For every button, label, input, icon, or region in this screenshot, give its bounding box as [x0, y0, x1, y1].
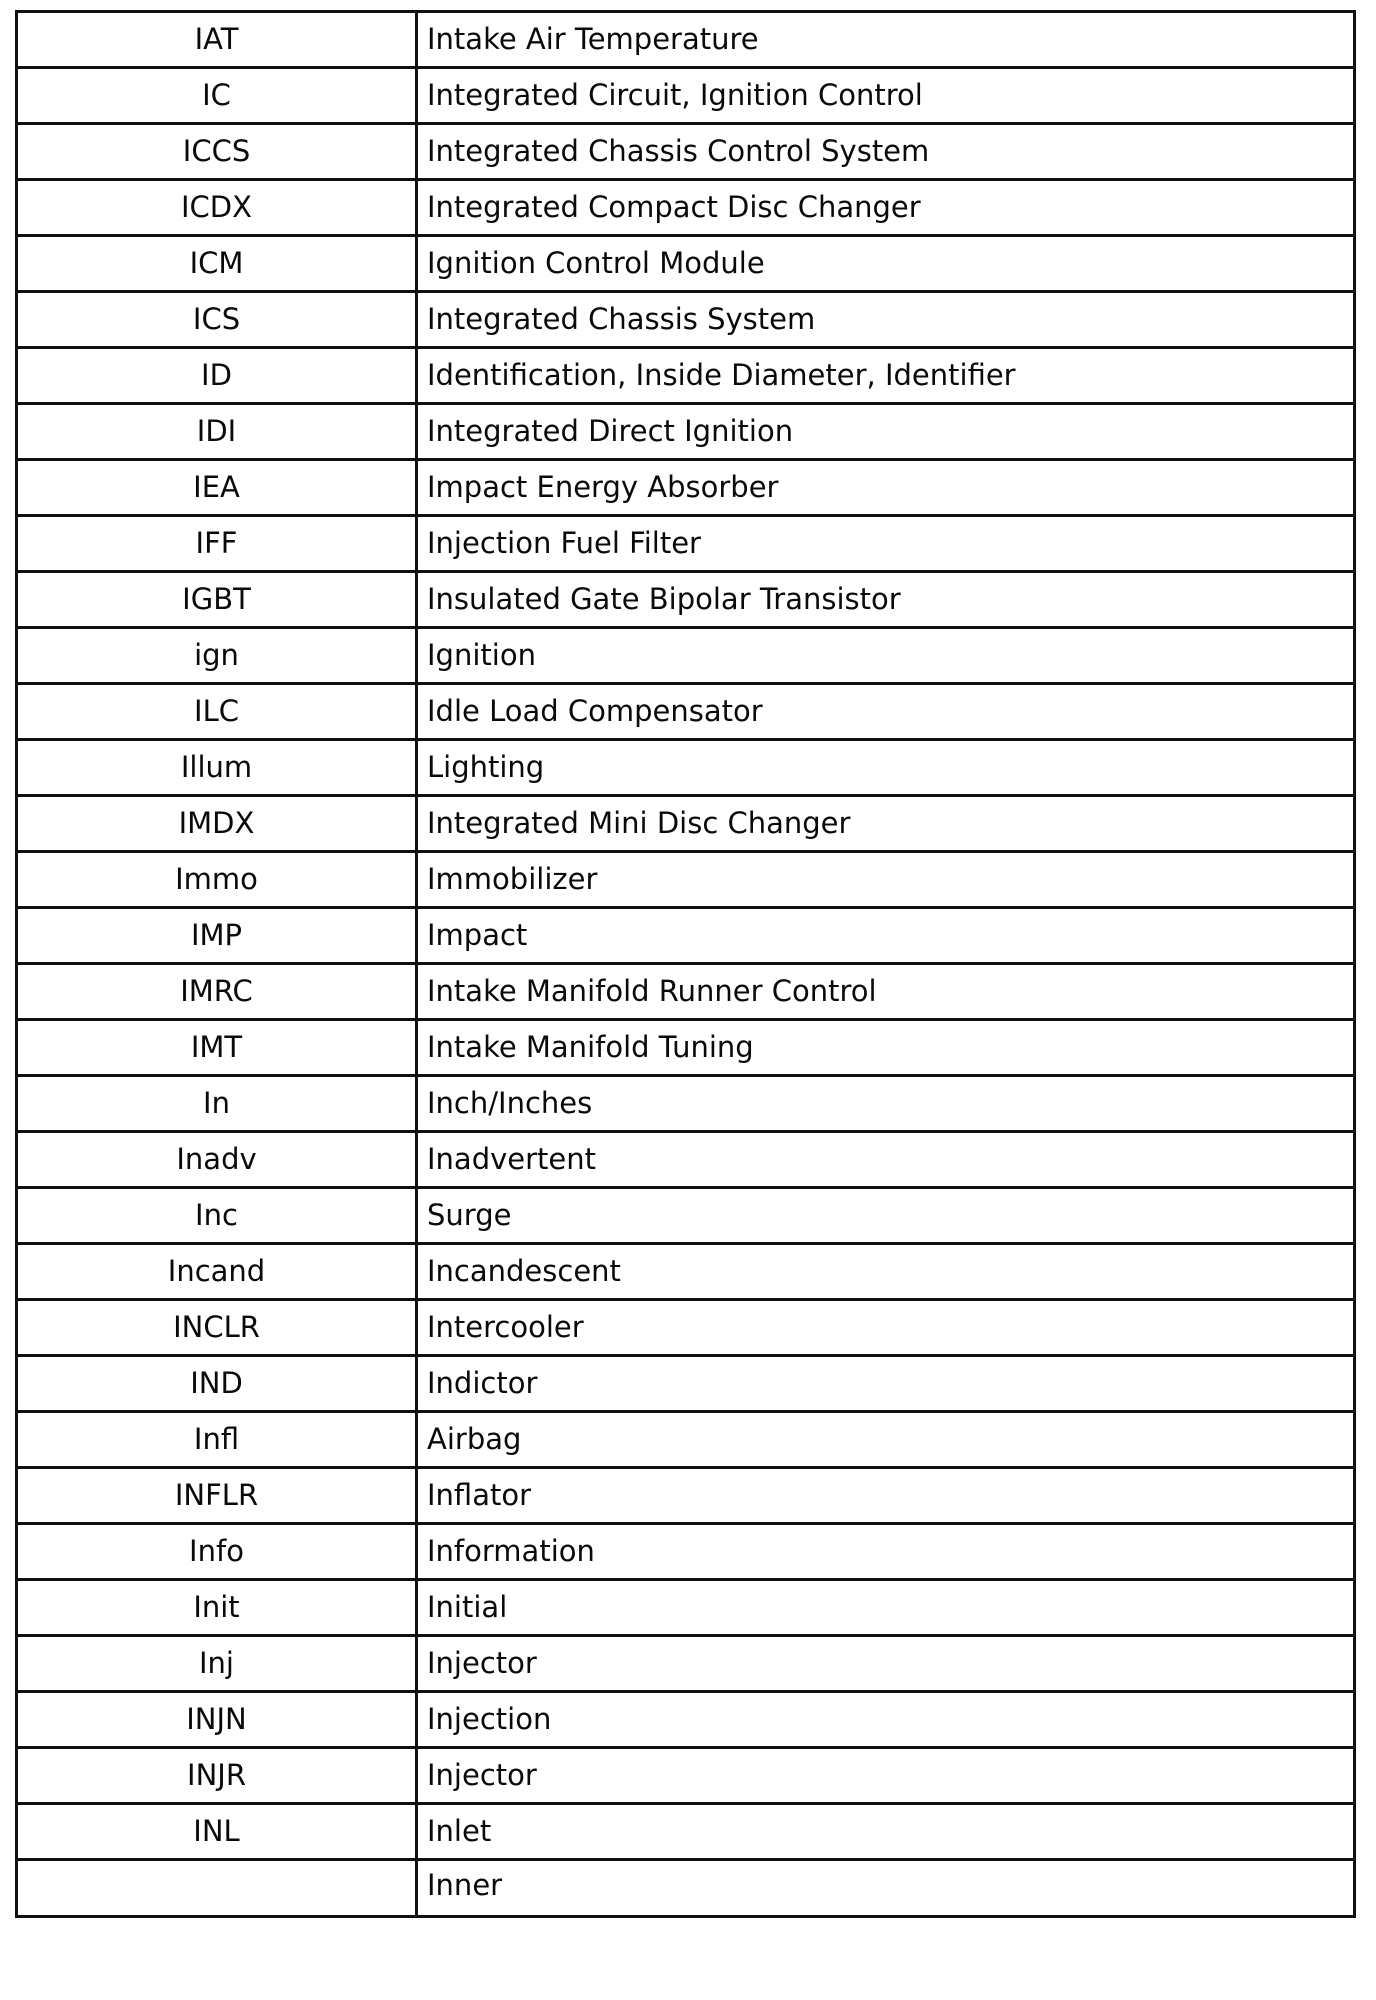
definition-cell: Insulated Gate Bipolar Transistor — [417, 572, 1355, 628]
definition-cell: Injector — [417, 1748, 1355, 1804]
abbreviation-cell: IMT — [17, 1020, 417, 1076]
abbreviation-cell: ICCS — [17, 124, 417, 180]
abbreviation-cell: ICM — [17, 236, 417, 292]
abbreviation-cell: Immo — [17, 852, 417, 908]
definition-cell: Idle Load Compensator — [417, 684, 1355, 740]
definition-cell: Integrated Mini Disc Changer — [417, 796, 1355, 852]
definition-cell: Injection Fuel Filter — [417, 516, 1355, 572]
abbreviation-cell: IND — [17, 1356, 417, 1412]
table-row — [17, 1748, 1355, 1804]
table-row — [17, 1636, 1355, 1692]
definition-cell: Ignition Control Module — [417, 236, 1355, 292]
table-row — [17, 1412, 1355, 1468]
definition-cell: Injector — [417, 1636, 1355, 1692]
abbreviation-table-container — [15, 10, 1353, 1918]
definition-cell: Inner — [417, 1860, 1355, 1917]
definition-cell: Airbag — [417, 1412, 1355, 1468]
abbreviation-cell: Infl — [17, 1412, 417, 1468]
table-row — [17, 460, 1355, 516]
abbreviation-cell: INL — [17, 1804, 417, 1860]
abbreviation-cell: IC — [17, 68, 417, 124]
definition-cell: Inadvertent — [417, 1132, 1355, 1188]
table-row — [17, 1300, 1355, 1356]
abbreviation-cell: Inadv — [17, 1132, 417, 1188]
table-row — [17, 1076, 1355, 1132]
table-row — [17, 236, 1355, 292]
table-row — [17, 12, 1355, 68]
definition-cell: Inlet — [417, 1804, 1355, 1860]
table-row — [17, 124, 1355, 180]
definition-cell: Integrated Chassis System — [417, 292, 1355, 348]
definition-cell: Inflator — [417, 1468, 1355, 1524]
definition-cell: Information — [417, 1524, 1355, 1580]
abbreviation-cell: ign — [17, 628, 417, 684]
table-row — [17, 796, 1355, 852]
table-row — [17, 1524, 1355, 1580]
definition-cell: Integrated Compact Disc Changer — [417, 180, 1355, 236]
abbreviation-cell: Init — [17, 1580, 417, 1636]
table-row — [17, 1020, 1355, 1076]
definition-cell: Intake Air Temperature — [417, 12, 1355, 68]
table-row — [17, 852, 1355, 908]
abbreviation-cell: Illum — [17, 740, 417, 796]
table-row — [17, 516, 1355, 572]
definition-cell: Identification, Inside Diameter, Identifier — [417, 348, 1355, 404]
abbreviation-cell: IDI — [17, 404, 417, 460]
abbreviation-cell: ILC — [17, 684, 417, 740]
abbreviation-cell: IEA — [17, 460, 417, 516]
abbreviation-cell: ICS — [17, 292, 417, 348]
definition-cell: Integrated Direct Ignition — [417, 404, 1355, 460]
abbreviation-cell: IMRC — [17, 964, 417, 1020]
table-row — [17, 628, 1355, 684]
abbreviation-cell: Inc — [17, 1188, 417, 1244]
abbreviation-cell: Inj — [17, 1636, 417, 1692]
table-row — [17, 740, 1355, 796]
abbreviation-cell: INCLR — [17, 1300, 417, 1356]
definition-cell: Integrated Circuit, Ignition Control — [417, 68, 1355, 124]
table-row — [17, 1580, 1355, 1636]
table-row — [17, 1692, 1355, 1748]
table-row — [17, 964, 1355, 1020]
definition-cell: Inch/Inches — [417, 1076, 1355, 1132]
table-row — [17, 684, 1355, 740]
table-row — [17, 404, 1355, 460]
abbreviation-cell: Info — [17, 1524, 417, 1580]
table-row — [17, 1188, 1355, 1244]
abbreviation-cell: ID — [17, 348, 417, 404]
abbreviation-cell: IGBT — [17, 572, 417, 628]
table-row — [17, 1244, 1355, 1300]
abbreviation-table — [15, 10, 1356, 1918]
definition-cell: Impact — [417, 908, 1355, 964]
definition-cell: Ignition — [417, 628, 1355, 684]
table-row — [17, 1356, 1355, 1412]
table-row — [17, 1132, 1355, 1188]
definition-cell: Indictor — [417, 1356, 1355, 1412]
table-row — [17, 1804, 1355, 1860]
abbreviation-cell: In — [17, 1076, 417, 1132]
abbreviation-cell: IMDX — [17, 796, 417, 852]
definition-cell: Initial — [417, 1580, 1355, 1636]
table-row — [17, 68, 1355, 124]
definition-cell: Injection — [417, 1692, 1355, 1748]
abbreviation-cell: IMP — [17, 908, 417, 964]
table-row — [17, 572, 1355, 628]
definition-cell: Integrated Chassis Control System — [417, 124, 1355, 180]
abbreviation-cell: Incand — [17, 1244, 417, 1300]
definition-cell: Immobilizer — [417, 852, 1355, 908]
table-row — [17, 1468, 1355, 1524]
definition-cell: Impact Energy Absorber — [417, 460, 1355, 516]
table-row — [17, 292, 1355, 348]
definition-cell: Intake Manifold Tuning — [417, 1020, 1355, 1076]
abbreviation-cell: IAT — [17, 12, 417, 68]
abbreviation-cell — [17, 1860, 417, 1917]
definition-cell: Surge — [417, 1188, 1355, 1244]
table-row — [17, 348, 1355, 404]
abbreviation-cell: IFF — [17, 516, 417, 572]
abbreviation-cell: INJR — [17, 1748, 417, 1804]
abbreviation-table-body — [17, 12, 1355, 1917]
definition-cell: Intercooler — [417, 1300, 1355, 1356]
table-row — [17, 908, 1355, 964]
definition-cell: Incandescent — [417, 1244, 1355, 1300]
abbreviation-cell: INJN — [17, 1692, 417, 1748]
table-row — [17, 180, 1355, 236]
definition-cell: Intake Manifold Runner Control — [417, 964, 1355, 1020]
table-row — [17, 1860, 1355, 1917]
definition-cell: Lighting — [417, 740, 1355, 796]
abbreviation-cell: INFLR — [17, 1468, 417, 1524]
abbreviation-cell: ICDX — [17, 180, 417, 236]
